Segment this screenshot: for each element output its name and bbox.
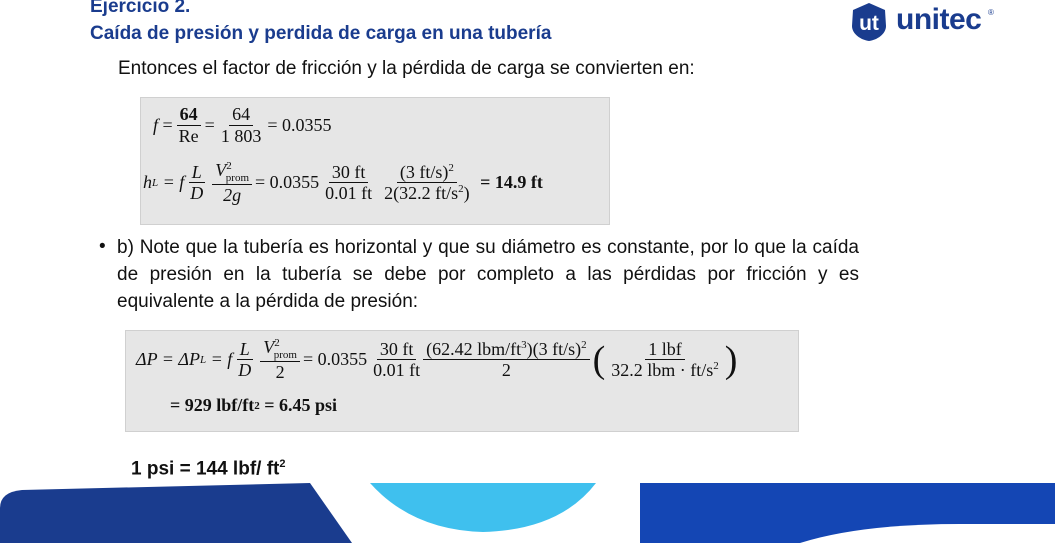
intro-text: Entonces el factor de fricción y la pérdida de carga se convierten en: [118,58,695,79]
logo-text: unitec [896,3,982,36]
equation-box-friction [140,97,610,225]
pressure-drop-result: = 929 lbf/ft 2 = 6.45 psi [170,395,338,415]
exercise-title: Caída de presión y perdida de carga en una tubería [90,23,552,44]
unit-conversion-note: 1 psi = 144 lbf/ $ft^2$ [131,458,286,480]
svg-text:ut: ut [859,12,879,35]
unitec-logo [849,2,1009,42]
exercise-number: Ejercicio 2. [90,0,191,17]
head-loss-equation: h L = f $\frac{L}{D}$ $\frac{V^2_{prom}}{2g}$ = 0.0355 $\frac{30 ft}{0.01 ft}$ $\frac{(3 ft/s)^2}{2(32.2 ft/s^2)}$ = 14.9 ft [143,160,543,206]
registered-mark: ® [988,8,994,17]
bullet-paragraph: b) Note que la tubería es horizontal y que su diámetro es constante, por lo que la caída de presión en la tubería se debe por completo a las pérdidas por fricción y es equivalente a la pérdida de presión: [117,237,859,312]
friction-factor-equation: f = $\frac{64}{Re}$ = $\frac{64}{1 803}$ = 0.0355 [153,104,332,146]
unitec-logo-icon [849,2,889,42]
bullet-icon: • [99,236,106,257]
footer-wave-left [0,483,352,543]
footer-arc-center [370,483,596,532]
equation-box-pressure-drop [125,330,799,432]
footer-decoration [0,470,1055,543]
pressure-drop-equation: ΔP = ΔP L = f $\frac{L}{D}$ $\frac{V^2_{prom}}{2}$ = 0.0355 $\frac{30 ft}{0.01 ft}$ $\frac{(62.42 lbm/ft^3)(3 ft/s)^2}{2}$ ( $\frac{\text{1 lbf}}{32.2 lbm \cdot ft/s^2}$ ) [136,337,738,383]
